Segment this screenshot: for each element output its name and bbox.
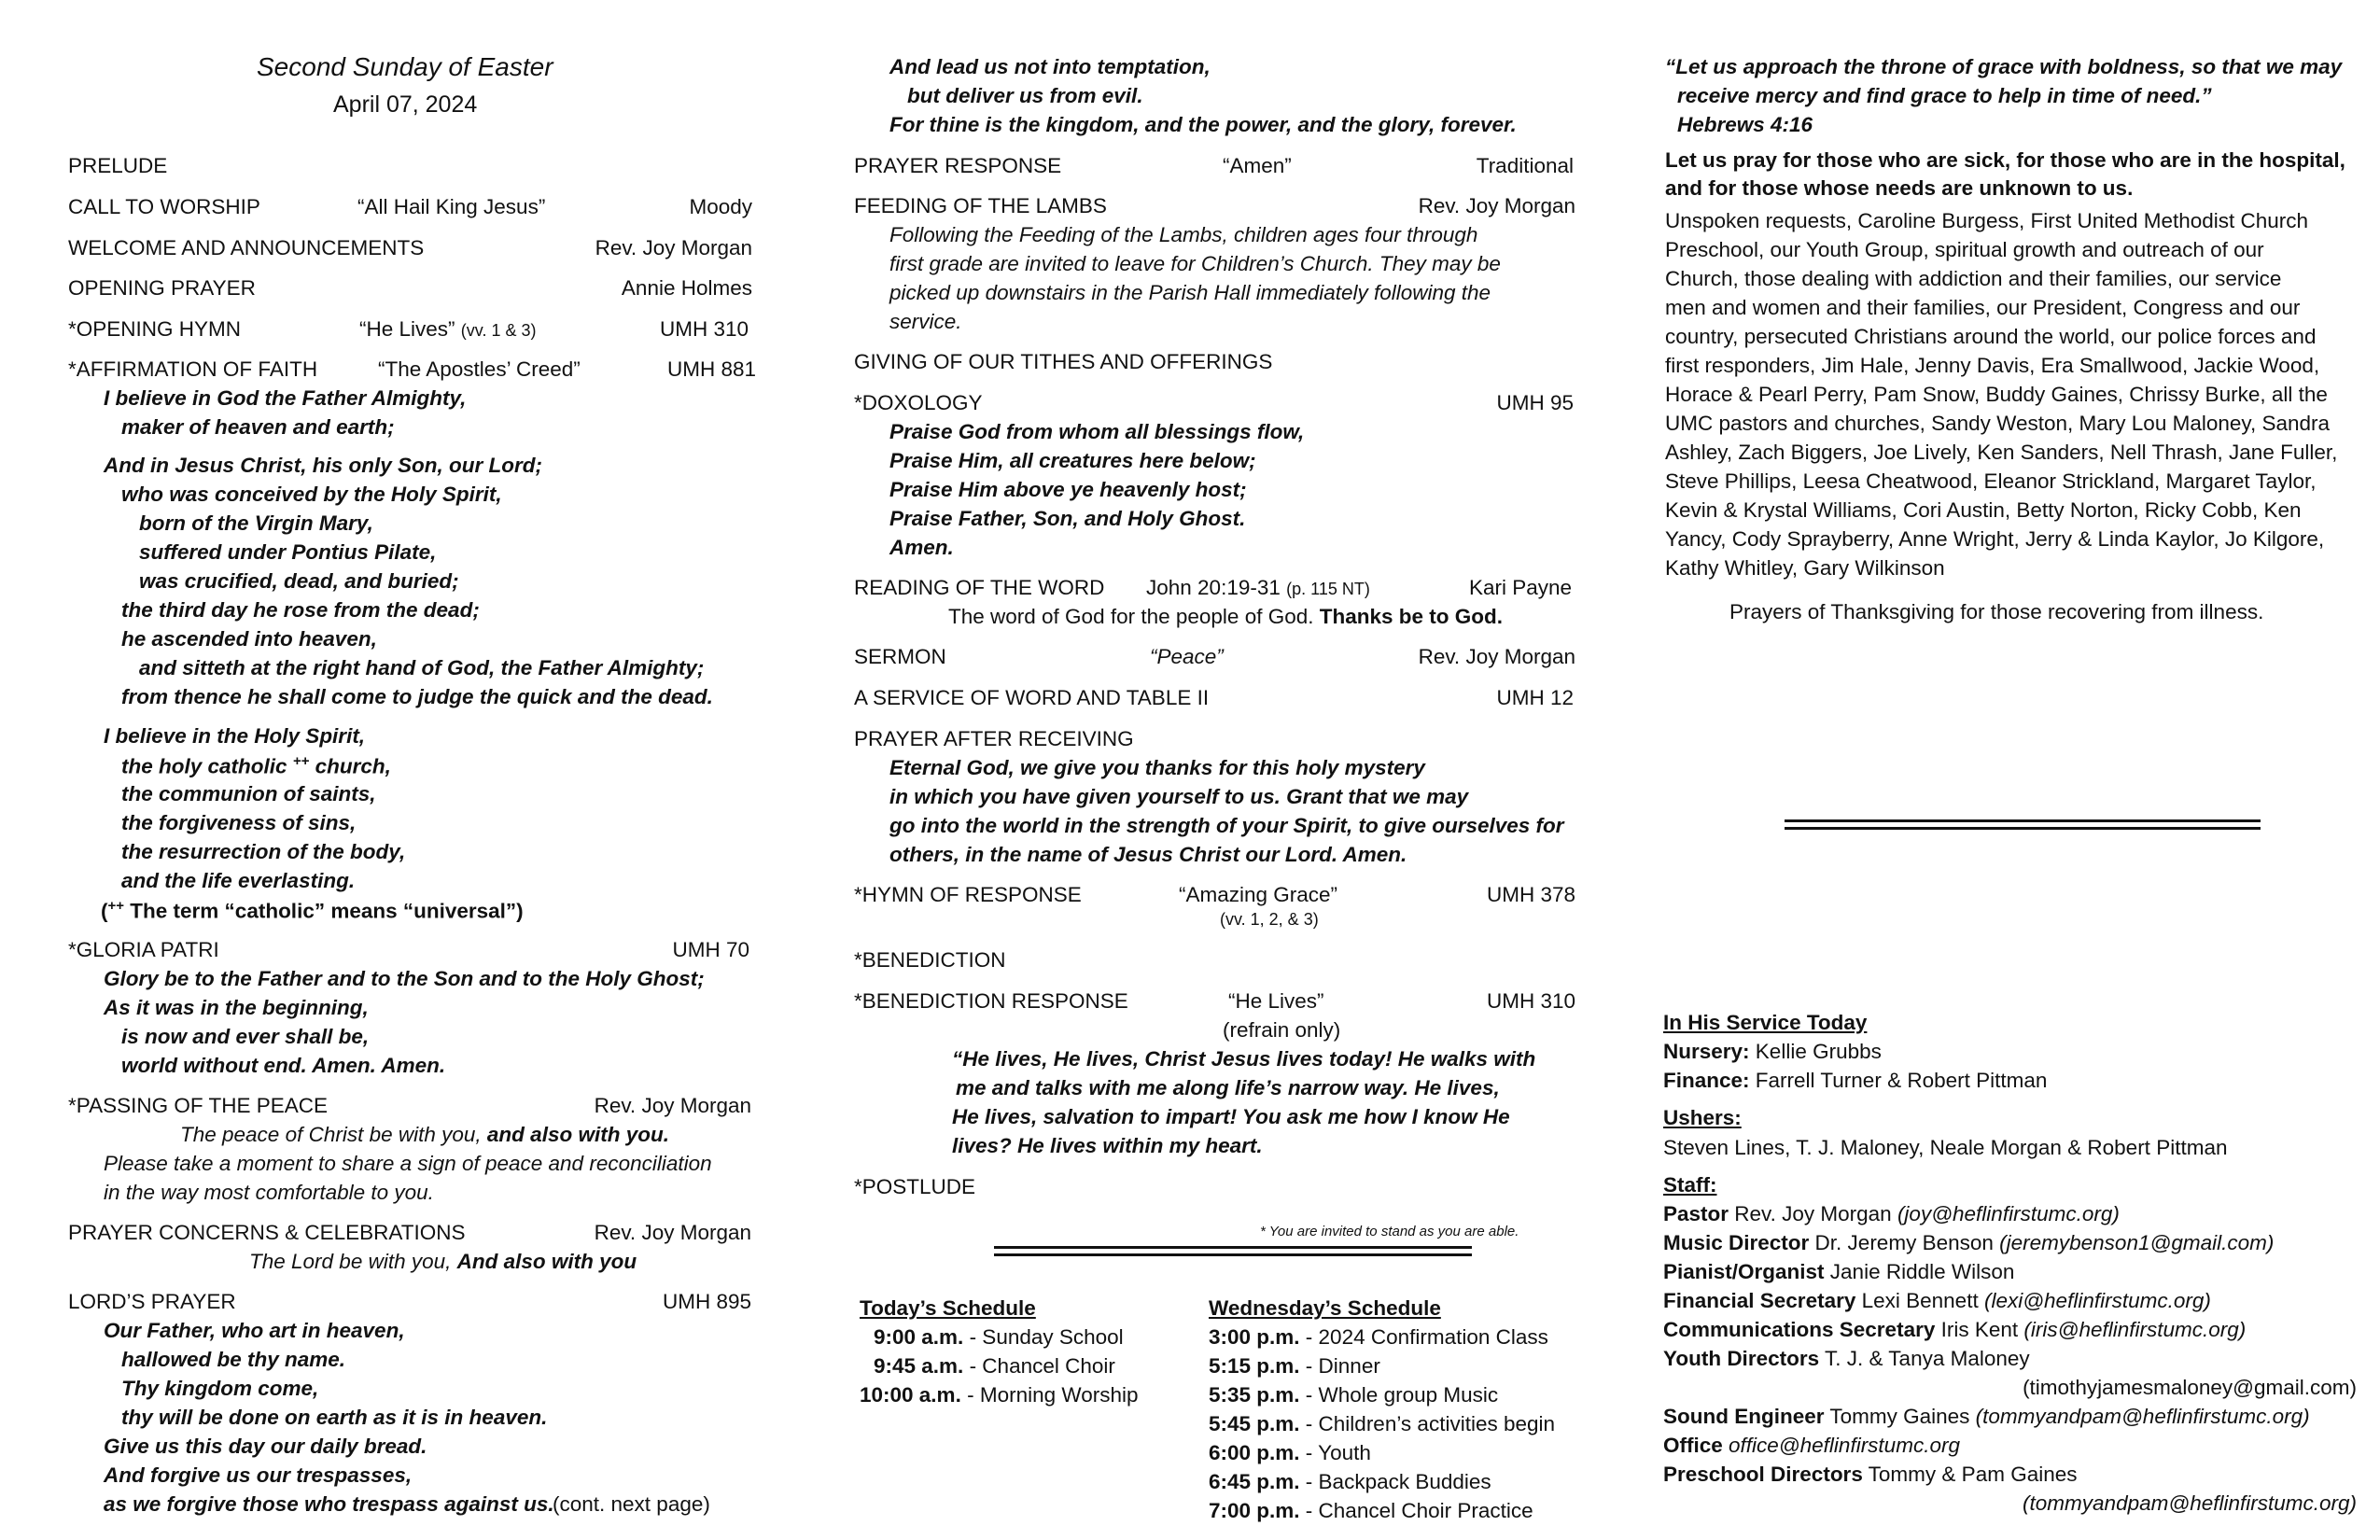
prayer-list-line: Unspoken requests, Caroline Burgess, First United Methodist Church: [1665, 209, 2309, 232]
ben-line: me and talks with me along life’s narrow way. He lives,: [956, 1076, 1500, 1099]
creed-line: the third day he rose from the dead;: [121, 598, 480, 622]
staff-name: Tommy Gaines: [1824, 1405, 1976, 1428]
ben-line: “He lives, He lives, Christ Jesus lives today! He walks with: [952, 1047, 1536, 1071]
staff-role: Financial Secretary: [1663, 1289, 1856, 1312]
hymn-response-title: “Amazing Grace”: [1179, 883, 1338, 906]
doxology-right: UMH 95: [1496, 391, 1574, 414]
nursery-label: Nursery:: [1663, 1040, 1750, 1063]
lords-line: thy will be done on earth as it is in heaven.: [121, 1406, 548, 1429]
prayer-list-line: Yancy, Cody Sprayberry, Anne Wright, Jerry & Linda Kaylor, Jo Kilgore,: [1665, 527, 2325, 551]
doxology-line: Praise Him above ye heavenly host;: [889, 478, 1247, 501]
schedule-item: [1209, 1441, 1371, 1465]
schedule-time: 3:00 p.m.: [1209, 1325, 1300, 1349]
staff-role: Office: [1663, 1434, 1723, 1457]
reading-right: Kari Payne: [1468, 576, 1572, 599]
peace-label: *PASSING OF THE PEACE: [68, 1094, 328, 1117]
finance-line: [1663, 1069, 2047, 1093]
prayer-list-line: Kevin & Krystal Williams, Cori Austin, Betty Norton, Ricky Cobb, Ken: [1665, 498, 2302, 522]
schedule-text: - Chancel Choir: [963, 1354, 1115, 1378]
staff-row: [1663, 1289, 2211, 1313]
footnote-mark: ++: [107, 898, 125, 914]
ushers-list: Steven Lines, T. J. Maloney, Neale Morgan & Robert Pittman: [1663, 1136, 2228, 1159]
reading-response: [948, 605, 1503, 629]
call-title: “All Hail King Jesus”: [357, 195, 546, 218]
creed-line: the communion of saints,: [121, 782, 376, 805]
scripture-quote-line: “Let us approach the throne of grace with boldness, so that we may: [1665, 55, 2343, 78]
after-line: others, in the name of Jesus Christ our Lord. Amen.: [889, 843, 1407, 866]
reading-label: READING OF THE WORD: [854, 576, 1105, 599]
creed-line: and sitteth at the right hand of God, the Father Almighty;: [139, 656, 705, 679]
ben-response-right: UMH 310: [1486, 989, 1575, 1013]
schedule-item: [860, 1383, 1138, 1407]
staff-row: [1663, 1318, 2246, 1342]
creed-text: the holy catholic: [121, 754, 287, 778]
prelude-label: PRELUDE: [68, 154, 168, 177]
catholic-note: [101, 898, 524, 924]
staff-row: [1663, 1202, 2120, 1226]
ben-line: He lives, salvation to impart! You ask me how I know He: [952, 1105, 1510, 1128]
staff-role: Pianist/Organist: [1663, 1260, 1825, 1283]
staff-row: [1663, 1347, 2030, 1371]
youth-email: (timothyjamesmaloney@gmail.com): [2023, 1376, 2357, 1399]
reading-page: (p. 115 NT): [1286, 580, 1370, 598]
schedule-text: - Backpack Buddies: [1299, 1470, 1491, 1493]
schedule-item: [874, 1354, 1115, 1379]
preschool-email: (tommyandpam@heflinfirstumc.org): [2023, 1491, 2357, 1515]
nursery-line: [1663, 1040, 1882, 1064]
note-paren: (: [101, 899, 108, 923]
creed-line: And in Jesus Christ, his only Son, our Lord;: [104, 454, 543, 477]
lords-line: Thy kingdom come,: [121, 1377, 319, 1400]
gloria-line: world without end. Amen. Amen.: [121, 1054, 446, 1077]
schedule-time: 10:00 a.m.: [860, 1383, 961, 1407]
feeding-line: service.: [889, 310, 962, 333]
prayer-list-line: Preschool, our Youth Group, spiritual growth and outreach of our: [1665, 238, 2264, 261]
lords-line: Our Father, who art in heaven,: [104, 1319, 405, 1342]
feeding-label: FEEDING OF THE LAMBS: [854, 194, 1107, 217]
feeding-line: picked up downstairs in the Parish Hall immediately following the: [889, 281, 1491, 304]
staff-heading: Staff:: [1663, 1173, 1717, 1197]
doxology-label: *DOXOLOGY: [854, 391, 983, 414]
double-rule: [1785, 819, 2261, 830]
continued-note: (cont. next page): [553, 1492, 710, 1516]
prayer-heading-line: and for those whose needs are unknown to us.: [1665, 176, 2134, 200]
schedule-text: - Sunday School: [963, 1325, 1124, 1349]
thanksgiving-note: Prayers of Thanksgiving for those recovering from illness.: [1729, 600, 2264, 623]
concerns-people: And also with you: [456, 1250, 637, 1273]
opening-hymn-right: UMH 310: [659, 317, 749, 341]
finance-label: Finance:: [1663, 1069, 1750, 1092]
doxology-line: Praise God from whom all blessings flow,: [889, 420, 1305, 443]
schedule-item: [1209, 1470, 1491, 1494]
opening-prayer-right: Annie Holmes: [621, 276, 752, 300]
opening-hymn-label: *OPENING HYMN: [68, 317, 242, 341]
service-heading: In His Service Today: [1663, 1011, 1868, 1034]
schedule-text: - Morning Worship: [960, 1383, 1139, 1407]
gloria-line: As it was in the beginning,: [104, 996, 369, 1019]
welcome-label: WELCOME AND ANNOUNCEMENTS: [68, 236, 425, 259]
call-label: CALL TO WORSHIP: [68, 195, 260, 218]
peace-response: [180, 1123, 669, 1147]
staff-role: Pastor: [1663, 1202, 1729, 1225]
schedule-time: 9:00 a.m.: [874, 1325, 964, 1349]
lords-cont-line: And lead us not into temptation,: [889, 55, 1211, 78]
opening-prayer-label: OPENING PRAYER: [68, 276, 256, 300]
staff-role: Sound Engineer: [1663, 1405, 1825, 1428]
schedule-time: 7:00 p.m.: [1209, 1499, 1300, 1522]
after-label: PRAYER AFTER RECEIVING: [854, 727, 1134, 750]
reading-ref: John 20:19-31: [1146, 576, 1281, 599]
peace-note: Please take a moment to share a sign of peace and reconciliation: [104, 1152, 712, 1175]
sermon-right: Rev. Joy Morgan: [1418, 645, 1575, 668]
feeding-right: Rev. Joy Morgan: [1418, 194, 1575, 217]
service-date: April 07, 2024: [333, 91, 478, 118]
schedule-item: [1209, 1412, 1555, 1436]
concerns-right: Rev. Joy Morgan: [594, 1221, 751, 1244]
schedule-item: [1209, 1383, 1498, 1407]
prayer-list-line: men and women and their families, our President, Congress and our: [1665, 296, 2301, 319]
creed-line: maker of heaven and earth;: [121, 415, 395, 439]
finance-name: Farrell Turner & Robert Pittman: [1749, 1069, 2048, 1092]
affirmation-right: UMH 881: [666, 357, 756, 381]
schedule-item: [1209, 1354, 1380, 1379]
opening-hymn-title: [359, 317, 536, 342]
opening-hymn-name: “He Lives”: [359, 317, 455, 341]
schedule-text: - 2024 Confirmation Class: [1299, 1325, 1548, 1349]
ben-response-note: (refrain only): [1223, 1018, 1341, 1042]
lords-right: UMH 895: [662, 1290, 751, 1313]
staff-role: Music Director: [1663, 1231, 1810, 1254]
schedule-time: 5:35 p.m.: [1209, 1383, 1300, 1407]
prayer-list-line: Ashley, Zach Biggers, Joe Lively, Ken Sanders, Nell Thrash, Jane Fuller,: [1665, 441, 2338, 464]
prayer-list-line: country, persecuted Christians around the world, our police forces and: [1665, 325, 2317, 348]
gloria-label: *GLORIA PATRI: [68, 938, 219, 961]
today-heading: Today’s Schedule: [860, 1296, 1036, 1320]
tithes-label: GIVING OF OUR TITHES AND OFFERINGS: [854, 350, 1273, 373]
creed-line: and the life everlasting.: [121, 869, 356, 892]
scripture-ref: Hebrews 4:16: [1677, 113, 1813, 136]
after-line: in which you have given yourself to us. Grant that we may: [889, 785, 1469, 808]
staff-row: [1663, 1260, 2014, 1284]
prayer-list-line: Kathy Whitley, Gary Wilkinson: [1665, 556, 1945, 580]
prayer-response-title: “Amen”: [1223, 154, 1292, 177]
staff-name: Iris Kent: [1935, 1318, 2024, 1341]
reading-people: Thanks be to God.: [1319, 605, 1504, 628]
reading-leader: The word of God for the people of God.: [948, 605, 1320, 628]
hymn-response-right: UMH 378: [1486, 883, 1575, 906]
gloria-line: is now and ever shall be,: [121, 1025, 370, 1048]
gloria-line: Glory be to the Father and to the Son and to the Holy Ghost;: [104, 967, 705, 990]
creed-line: the resurrection of the body,: [121, 840, 406, 863]
prayer-list-line: Horace & Pearl Perry, Pam Snow, Buddy Gaines, Chrissy Burke, all the: [1665, 383, 2328, 406]
creed-text: church,: [315, 754, 391, 778]
schedule-item: [1209, 1325, 1548, 1350]
staff-name: Rev. Joy Morgan: [1729, 1202, 1897, 1225]
staff-name: Janie Riddle Wilson: [1824, 1260, 2015, 1283]
call-right: Moody: [689, 195, 752, 218]
prayer-list-line: Church, those dealing with addiction and their families, our service: [1665, 267, 2282, 290]
prayer-list-line: UMC pastors and churches, Sandy Weston, Mary Lou Maloney, Sandra: [1665, 412, 2331, 435]
staff-name: Tommy & Pam Gaines: [1862, 1463, 2078, 1486]
creed-line: was crucified, dead, and buried;: [139, 569, 459, 593]
peace-people: and also with you.: [486, 1123, 669, 1146]
lords-label: LORD’S PRAYER: [68, 1290, 236, 1313]
ben-response-label: *BENEDICTION RESPONSE: [854, 989, 1128, 1013]
creed-line: [121, 753, 391, 779]
service-label: A SERVICE OF WORD AND TABLE II: [854, 686, 1210, 709]
sermon-label: SERMON: [854, 645, 946, 668]
prayer-heading-line: Let us pray for those who are sick, for those who are in the hospital,: [1665, 148, 2345, 172]
feeding-line: first grade are invited to leave for Children’s Church. They may be: [889, 252, 1501, 275]
service-right: UMH 12: [1496, 686, 1574, 709]
creed-line: who was conceived by the Holy Spirit,: [121, 483, 502, 506]
peace-note: in the way most comfortable to you.: [104, 1181, 434, 1204]
creed-line: born of the Virgin Mary,: [139, 511, 373, 535]
staff-email: (tommyandpam@heflinfirstumc.org): [1975, 1405, 2310, 1428]
concerns-leader: The Lord be with you,: [249, 1250, 457, 1273]
sermon-title: “Peace”: [1150, 645, 1224, 668]
staff-row: [1663, 1463, 2078, 1487]
staff-name: Lexi Bennett: [1855, 1289, 1984, 1312]
after-line: go into the world in the strength of your Spirit, to give ourselves for: [889, 814, 1564, 837]
concerns-response: [249, 1250, 637, 1274]
ben-line: lives? He lives within my heart.: [952, 1134, 1263, 1157]
nursery-name: Kellie Grubbs: [1749, 1040, 1882, 1063]
schedule-time: 5:15 p.m.: [1209, 1354, 1300, 1378]
stand-note: * You are invited to stand as you are able.: [1260, 1224, 1519, 1239]
schedule-text: - Chancel Choir Practice: [1299, 1499, 1533, 1522]
creed-line: from thence he shall come to judge the quick and the dead.: [121, 685, 713, 708]
lords-cont-line: but deliver us from evil.: [907, 84, 1143, 107]
creed-line: he ascended into heaven,: [121, 627, 377, 651]
page-title: Second Sunday of Easter: [257, 52, 553, 81]
staff-email: (jeremybenson1@gmail.com): [1999, 1231, 2275, 1254]
scripture-quote-line: receive mercy and find grace to help in time of need.”: [1677, 84, 2212, 107]
creed-line: the forgiveness of sins,: [121, 811, 357, 834]
concerns-label: PRAYER CONCERNS & CELEBRATIONS: [68, 1221, 466, 1244]
prayer-list-line: Steve Phillips, Leesa Cheatwood, Eleanor Strickland, Margaret Taylor,: [1665, 469, 2317, 493]
creed-line: I believe in God the Father Almighty,: [104, 386, 467, 410]
staff-name: Dr. Jeremy Benson: [1809, 1231, 2000, 1254]
prayer-response-right: Traditional: [1476, 154, 1574, 177]
staff-email: (joy@heflinfirstumc.org): [1897, 1202, 2120, 1225]
after-line: Eternal God, we give you thanks for this holy mystery: [889, 756, 1425, 779]
schedule-text: - Children’s activities begin: [1299, 1412, 1556, 1435]
affirmation-label: *AFFIRMATION OF FAITH: [68, 357, 318, 381]
benediction-label: *BENEDICTION: [854, 948, 1006, 972]
schedule-time: 6:00 p.m.: [1209, 1441, 1300, 1464]
reading-title: [1146, 576, 1370, 600]
feeding-line: Following the Feeding of the Lambs, children ages four through: [889, 223, 1478, 246]
prayer-list-line: first responders, Jim Hale, Jenny Davis, Era Smallwood, Jackie Wood,: [1665, 354, 2320, 377]
lords-line: hallowed be thy name.: [121, 1348, 346, 1371]
schedule-text: - Youth: [1299, 1441, 1371, 1464]
schedule-text: - Whole group Music: [1299, 1383, 1499, 1407]
wednesday-heading: Wednesday’s Schedule: [1209, 1296, 1441, 1320]
lords-line: And forgive us our trespasses,: [104, 1463, 413, 1487]
prayer-response-label: PRAYER RESPONSE: [854, 154, 1062, 177]
note-text: The term “catholic” means “universal”): [124, 899, 524, 923]
peace-leader: The peace of Christ be with you,: [180, 1123, 487, 1146]
staff-name: T. J. & Tanya Maloney: [1819, 1347, 2030, 1370]
staff-role: Youth Directors: [1663, 1347, 1820, 1370]
staff-row: [1663, 1434, 1960, 1458]
staff-email: (iris@heflinfirstumc.org): [2023, 1318, 2247, 1341]
staff-role: Communications Secretary: [1663, 1318, 1936, 1341]
postlude-label: *POSTLUDE: [854, 1175, 976, 1198]
doxology-line: Praise Him, all creatures here below;: [889, 449, 1256, 472]
gloria-right: UMH 70: [672, 938, 749, 961]
affirmation-title: “The Apostles’ Creed”: [378, 357, 581, 381]
peace-right: Rev. Joy Morgan: [594, 1094, 751, 1117]
staff-email: (lexi@heflinfirstumc.org): [1983, 1289, 2211, 1312]
creed-line: I believe in the Holy Spirit,: [104, 724, 366, 748]
footnote-mark: ++: [292, 753, 310, 769]
schedule-item: [874, 1325, 1124, 1350]
staff-row: [1663, 1405, 2310, 1429]
schedule-time: 5:45 p.m.: [1209, 1412, 1300, 1435]
schedule-time: 6:45 p.m.: [1209, 1470, 1300, 1493]
hymn-response-verses: (vv. 1, 2, & 3): [1220, 910, 1319, 929]
lords-line: as we forgive those who trespass against us.: [104, 1492, 554, 1516]
doxology-line: Amen.: [889, 536, 954, 559]
ben-response-title: “He Lives”: [1228, 989, 1324, 1013]
creed-line: suffered under Pontius Pilate,: [139, 540, 437, 564]
opening-hymn-verses: (vv. 1 & 3): [460, 321, 537, 340]
schedule-text: - Dinner: [1299, 1354, 1380, 1378]
staff-email: office@heflinfirstumc.org: [1729, 1434, 1960, 1457]
staff-row: [1663, 1231, 2274, 1255]
welcome-right: Rev. Joy Morgan: [595, 236, 752, 259]
schedule-item: [1209, 1499, 1533, 1523]
schedule-time: 9:45 a.m.: [874, 1354, 964, 1378]
doxology-line: Praise Father, Son, and Holy Ghost.: [889, 507, 1246, 530]
lords-line: Give us this day our daily bread.: [104, 1435, 427, 1458]
ushers-heading: Ushers:: [1663, 1106, 1742, 1129]
staff-role: Preschool Directors: [1663, 1463, 1863, 1486]
hymn-response-label: *HYMN OF RESPONSE: [854, 883, 1082, 906]
lords-cont-line: For thine is the kingdom, and the power, and the glory, forever.: [889, 113, 1517, 136]
double-rule: [994, 1246, 1472, 1256]
